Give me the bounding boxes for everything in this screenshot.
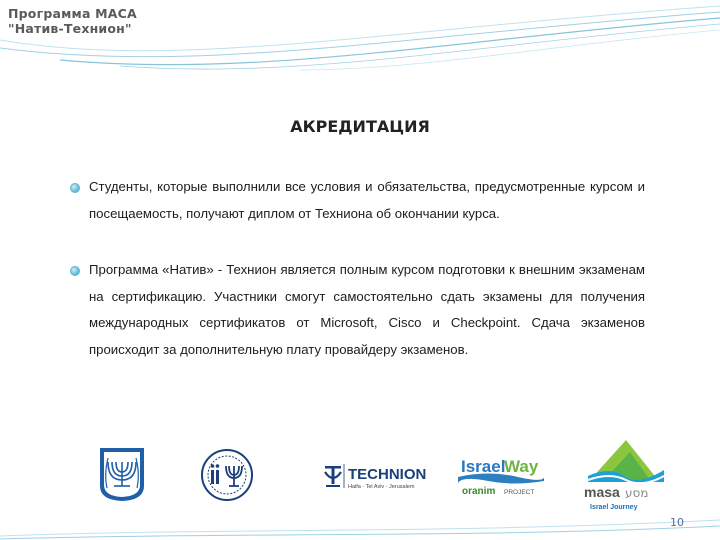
slide-heading: АКРЕДИТАЦИЯ [290, 117, 430, 136]
bullet-icon [70, 266, 80, 276]
israel-emblem-logo [98, 446, 146, 502]
israel-way-logo [458, 450, 544, 496]
header-title-line1: Программа МАСА [8, 6, 137, 21]
israel-way-oranim: oranim [462, 486, 496, 496]
masa-logo [580, 436, 668, 512]
technion-subtitle: Haifa · Tel Aviv · Jerusalem [348, 484, 415, 490]
bullet-text-1: Студенты, которые выполнили все условия и обязательства, предусмотренные курсом и посещаемость, получают диплом от Техниона об окончании курса. [89, 179, 645, 221]
bullet-text-2: Программа «Натив» - Технион является полным курсом подготовки к внешним экзаменам на сертификацию. Участники смогут самостоятельно сдать экзамены для получения международных сертификатов от Microsoft, Cisco и Checkpoint. Сдача экзаменов происходит за дополнительную плату провайдеру экзаменов. [89, 262, 645, 357]
israel-way-word1: Israel [461, 457, 506, 476]
masa-hebrew: מסע [625, 486, 649, 500]
technion-wordmark: TECHNION [348, 466, 427, 483]
israel-way-project: PROJECT [504, 489, 535, 496]
header-title [8, 6, 137, 36]
technion-logo [322, 458, 428, 494]
seal-logo [200, 448, 254, 502]
bullet-icon [70, 183, 80, 193]
page-number: 10 [670, 516, 684, 529]
header-title-line2: "Натив-Технион" [8, 21, 132, 36]
masa-tagline: Israel Journey [590, 504, 638, 511]
masa-wordmark: masa [584, 484, 620, 500]
israel-way-word2: Way [504, 457, 539, 476]
